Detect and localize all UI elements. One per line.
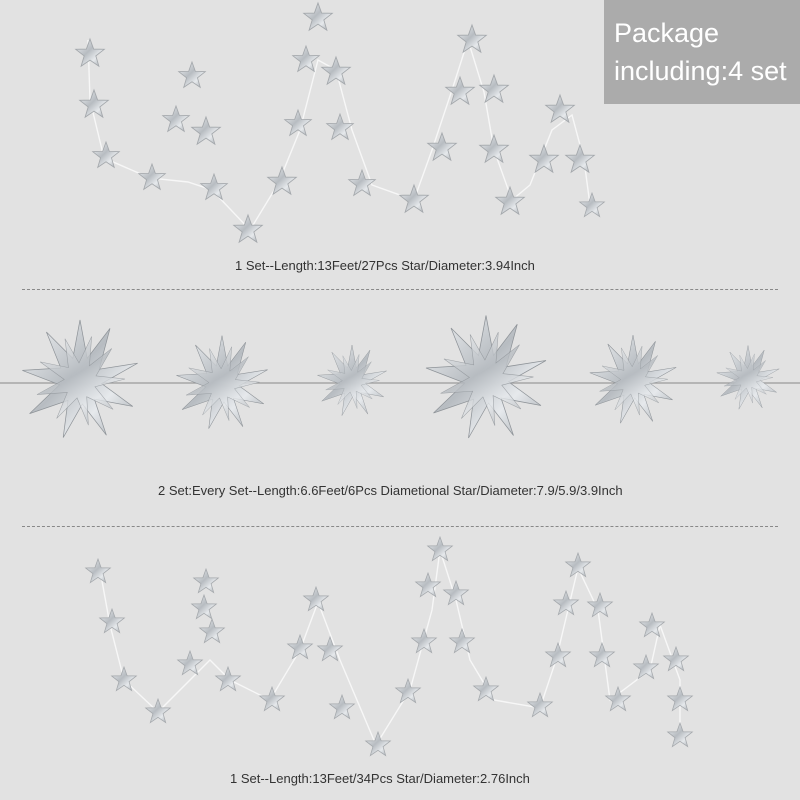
badge-line-1: Package xyxy=(614,18,720,48)
star-garland-middle xyxy=(0,316,800,439)
divider-2 xyxy=(22,526,778,527)
caption-section-2: 2 Set:Every Set--Length:6.6Feet/6Pcs Diametional Star/Diameter:7.9/5.9/3.9Inch xyxy=(158,483,623,498)
star-garland-bottom xyxy=(86,537,693,756)
package-badge xyxy=(604,0,800,104)
caption-section-3: 1 Set--Length:13Feet/34Pcs Star/Diameter:2.76Inch xyxy=(230,771,530,786)
badge-line-2: including:4 set xyxy=(614,56,787,86)
star-garland-top xyxy=(76,3,605,242)
divider-1 xyxy=(22,289,778,290)
caption-section-1: 1 Set--Length:13Feet/27Pcs Star/Diameter:3.94Inch xyxy=(235,258,535,273)
